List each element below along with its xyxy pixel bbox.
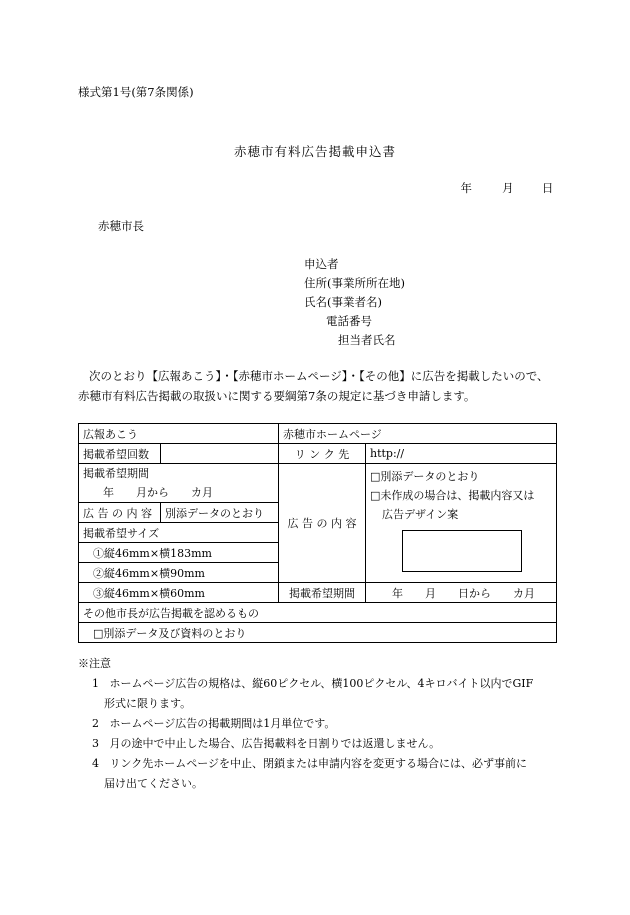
applicant-person: 担当者氏名: [338, 333, 396, 347]
hp-option-draft-cont: 広告デザイン案: [382, 508, 459, 521]
form-number: 様式第1号(第7条関係): [78, 85, 194, 99]
date-day: 日: [541, 181, 554, 195]
applicant-name: 氏名(事業者名): [304, 295, 382, 309]
applicant-phone: 電話番号: [326, 314, 372, 328]
note-text: リンク先ホームページを中止、閉鎖または申請内容を変更する場合には、必ず事前に: [109, 757, 528, 770]
other-option[interactable]: □別添データ及び資料のとおり: [79, 623, 557, 643]
hp-header: 赤穂市ホームページ: [279, 424, 557, 444]
hp-content-cell[interactable]: [366, 464, 557, 583]
statement-line-2: 赤穂市有料広告掲載の取扱いに関する要綱第7条の規定に基づき申請します。: [78, 389, 476, 403]
date-year: 年: [460, 181, 472, 195]
hp-option-draft[interactable]: □未作成の場合は、掲載内容又は: [370, 489, 535, 502]
note-item: [78, 734, 558, 754]
size-label: 掲載希望サイズ: [79, 523, 279, 543]
applicant-label: 申込者: [304, 257, 339, 271]
period-label: 掲載希望期間: [83, 467, 149, 480]
note-item: [78, 754, 558, 794]
content-label: 広 告 の 内 容: [79, 503, 161, 523]
addressee: 赤穂市長: [98, 219, 144, 233]
size-option-3[interactable]: ③縦46mm×横60mm: [79, 583, 279, 603]
date-line: [430, 180, 553, 196]
note-text: 月の途中で中止した場合、広告掲載料を日割りでは返還しません。: [109, 737, 441, 750]
period-cell[interactable]: [79, 464, 279, 503]
hp-content-label: 広 告 の 内 容: [279, 464, 366, 583]
koho-header: 広報あこう: [79, 424, 279, 444]
applicant-address: 住所(事業所所在地): [304, 276, 405, 290]
link-input[interactable]: http://: [366, 444, 557, 464]
note-item: [78, 714, 558, 734]
note-text: ホームページ広告の掲載期間は1月単位です。: [109, 717, 336, 730]
hp-period-value[interactable]: 年 月 日から カ月: [366, 583, 557, 603]
date-month: 月: [502, 181, 514, 195]
content-value: 別添データのとおり: [161, 503, 279, 523]
page-title: 赤穂市有料広告掲載申込書: [233, 144, 396, 159]
notes: [78, 654, 558, 794]
size-option-2[interactable]: ②縦46mm×横90mm: [79, 563, 279, 583]
size-option-1[interactable]: ①縦46mm×横183mm: [79, 543, 279, 563]
note-text-cont: 形式に限ります。: [104, 697, 192, 710]
notes-header: ※注意: [78, 657, 111, 670]
application-statement: [78, 366, 558, 406]
application-table: [78, 423, 557, 643]
design-draft-box[interactable]: [402, 530, 522, 572]
hp-period-label: 掲載希望期間: [279, 583, 366, 603]
note-number: 2: [92, 717, 99, 730]
note-number: 3: [92, 737, 99, 750]
note-number: 4: [92, 757, 99, 770]
statement-line-1: 次のとおり【広報あこう】・【赤穂市ホームページ】・【その他】に広告を掲載したいので、: [89, 369, 549, 383]
note-item: [78, 674, 558, 714]
count-input[interactable]: [161, 444, 279, 464]
note-text: ホームページ広告の規格は、縦60ピクセル、横100ピクセル、4キロバイト以内でGIF: [109, 677, 534, 690]
other-header: その他市長が広告掲載を認めるもの: [79, 603, 557, 623]
count-label: 掲載希望回数: [79, 444, 161, 464]
period-value: 年 月から カ月: [103, 486, 213, 499]
note-text-cont: 届け出てください。: [104, 777, 203, 790]
link-label: リ ン ク 先: [279, 444, 366, 464]
hp-option-attached[interactable]: □別添データのとおり: [370, 470, 480, 483]
note-number: 1: [92, 677, 99, 690]
